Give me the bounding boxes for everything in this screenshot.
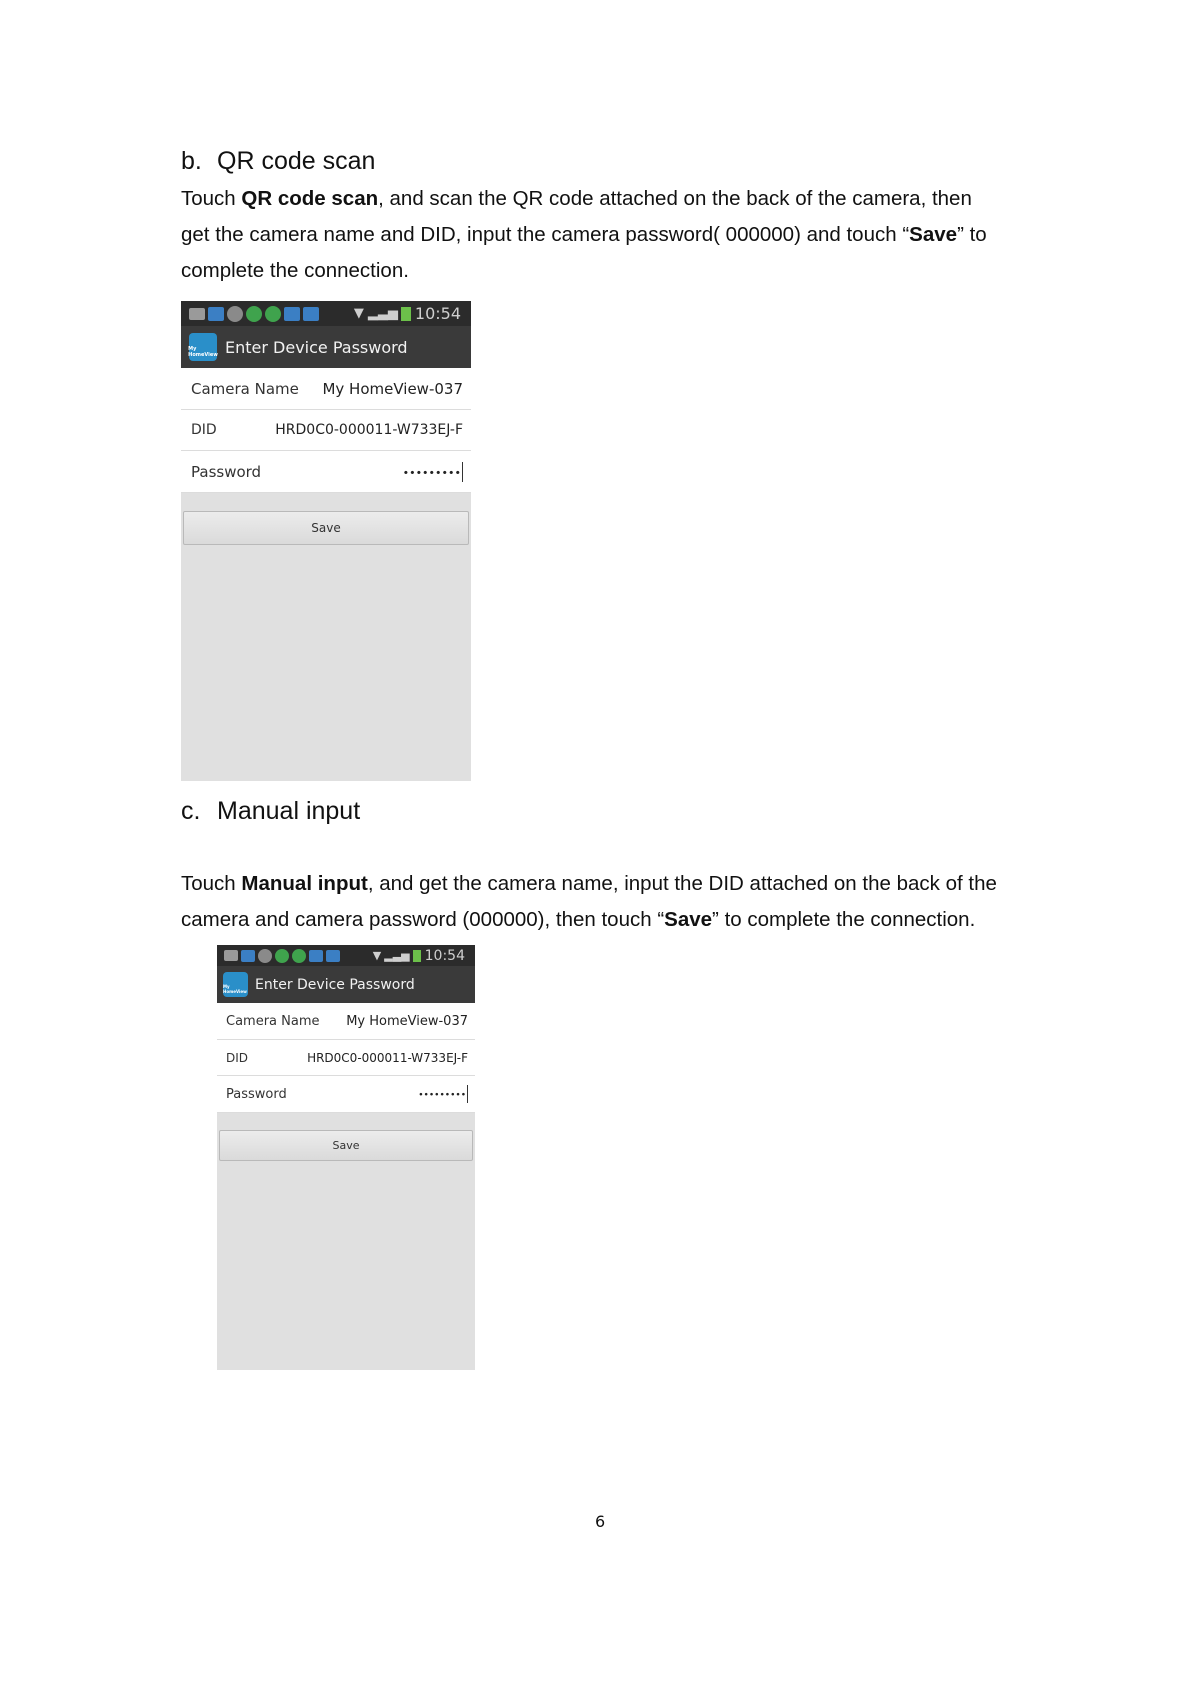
camera-name-value[interactable]: My HomeView-037 <box>322 379 463 398</box>
save-button[interactable]: Save <box>183 511 469 545</box>
section-b-letter: b. <box>181 147 202 175</box>
text-cursor <box>467 1085 468 1103</box>
password-field[interactable] <box>403 462 463 482</box>
section-b-line-2 <box>181 217 1061 253</box>
did-row[interactable] <box>217 1040 475 1076</box>
qr-code-scan-emphasis: QR code scan <box>241 187 379 210</box>
camera-name-row[interactable] <box>181 368 471 410</box>
sync-icon <box>275 949 289 963</box>
section-c-line-2 <box>181 902 1081 938</box>
battery-icon <box>401 307 411 321</box>
section-c-text <box>181 866 1081 938</box>
screen-title: Enter Device Password <box>225 337 408 357</box>
phone-screenshot-manual <box>217 945 475 1370</box>
text-span: ” to <box>957 223 987 246</box>
password-masked: ••••••••• <box>402 466 461 479</box>
wifi-icon: ▼ <box>353 306 364 321</box>
text-span: get the camera name and DID, input the camera password( 000000) and touch “ <box>181 223 910 246</box>
section-b-line-3: complete the connection. <box>181 259 409 282</box>
sync-icon <box>292 949 306 963</box>
password-label: Password <box>226 1086 287 1102</box>
sync-icon <box>246 306 262 322</box>
signal-icon: ▂▃▅ <box>384 949 410 962</box>
section-b-text <box>181 181 1061 289</box>
text-cursor <box>462 462 463 482</box>
did-row[interactable] <box>181 410 471 451</box>
app-notification-icon <box>309 950 323 962</box>
settings-icon <box>227 306 243 322</box>
camera-name-label: Camera Name <box>226 1013 320 1029</box>
back-icon <box>189 308 205 320</box>
signal-icon: ▂▃▅ <box>367 306 398 321</box>
camera-name-value[interactable]: My HomeView-037 <box>346 1013 468 1029</box>
camera-name-row[interactable] <box>217 1003 475 1040</box>
title-bar <box>181 326 471 368</box>
password-row[interactable] <box>217 1076 475 1113</box>
settings-icon <box>258 949 272 963</box>
notification-icon <box>241 950 255 962</box>
app-notification-icon <box>326 950 340 962</box>
section-c-letter: c. <box>181 797 201 825</box>
logo-text: My HomeView <box>223 984 247 994</box>
text-span: ” to complete the connection. <box>712 908 976 931</box>
notification-icon <box>208 307 224 321</box>
clock: 10:54 <box>424 947 465 964</box>
screen-title: Enter Device Password <box>255 976 415 993</box>
clock: 10:54 <box>414 304 461 323</box>
battery-icon <box>413 950 421 962</box>
status-right <box>373 948 475 964</box>
app-logo <box>223 972 248 997</box>
section-b-line-1 <box>181 181 1061 217</box>
device-form <box>181 368 471 493</box>
text-span: Touch <box>181 187 242 210</box>
section-c-heading <box>181 797 360 826</box>
logo-text: My HomeView <box>188 346 218 358</box>
device-form <box>217 1003 475 1113</box>
password-masked: ••••••••• <box>418 1090 466 1101</box>
status-bar <box>181 301 471 326</box>
save-emphasis: Save <box>909 223 958 246</box>
text-span: Touch <box>181 872 242 895</box>
did-label: DID <box>226 1050 249 1065</box>
status-right <box>354 304 471 323</box>
phone-screenshot-qr <box>181 301 471 781</box>
password-label: Password <box>191 462 262 481</box>
wifi-icon: ▼ <box>372 949 382 962</box>
title-bar <box>217 966 475 1003</box>
text-span: , and get the camera name, input the DID attached on the back of the <box>367 872 997 895</box>
section-b-title: QR code scan <box>217 147 376 175</box>
status-bar <box>217 945 475 966</box>
app-notification-icon <box>303 307 319 321</box>
password-row[interactable] <box>181 451 471 493</box>
manual-input-emphasis: Manual input <box>241 872 368 895</box>
section-c-line-1 <box>181 866 1081 902</box>
back-icon <box>224 950 238 961</box>
save-emphasis: Save <box>664 908 713 931</box>
page-number: 6 <box>595 1512 606 1531</box>
text-span: camera and camera password (000000), then touch “ <box>181 908 665 931</box>
sync-icon <box>265 306 281 322</box>
camera-name-label: Camera Name <box>191 379 299 398</box>
did-label: DID <box>191 422 217 438</box>
section-b-heading <box>181 147 375 176</box>
section-c-title: Manual input <box>217 797 361 825</box>
app-logo <box>189 333 217 361</box>
did-value[interactable]: HRD0C0-000011-W733EJ-F <box>307 1050 468 1065</box>
password-field[interactable] <box>418 1085 468 1103</box>
did-value[interactable]: HRD0C0-000011-W733EJ-F <box>275 422 463 438</box>
save-button[interactable]: Save <box>219 1130 473 1161</box>
app-notification-icon <box>284 307 300 321</box>
text-span: , and scan the QR code attached on the back of the camera, then <box>378 187 972 210</box>
